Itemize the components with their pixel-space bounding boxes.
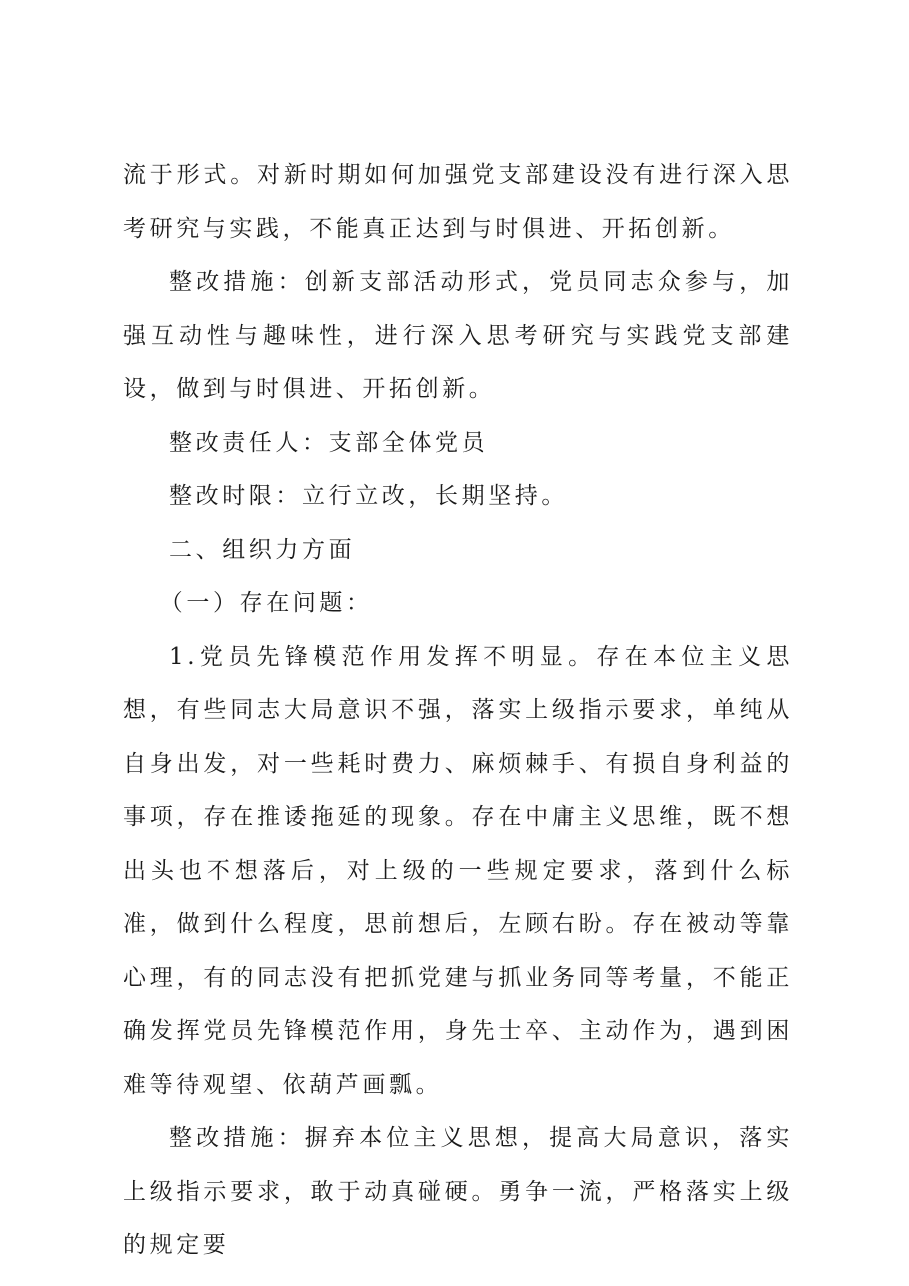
- subsection-heading: （一）存在问题：: [159, 590, 373, 616]
- section-heading: 二、组织力方面: [169, 536, 356, 563]
- paragraph-continuation: 流于形式。对新时期如何加强党支部建设没有进行深入思考研究与实践，不能真正达到与时俱进、开拓创新。: [123, 162, 793, 242]
- document-body: [123, 149, 793, 1273]
- paragraph-time-limit: 整改时限：立行立改，长期坚持。: [169, 483, 568, 509]
- paragraph-issue-1: 1.党员先锋模范作用发挥不明显。存在本位主义思想，有些同志大局意识不强，落实上级指示要求，单纯从自身出发，对一些耗时费力、麻烦棘手、有损自身利益的事项，存在推诿拖延的现象。存在中庸主义思维，既不想出头也不想落后，对上级的一些规定要求，落到什么标准，做到什么程度，思前想后，左顾右盼。存在被动等靠心理，有的同志没有把抓党建与抓业务同等考量，不能正确发挥党员先锋模范作用，身先士卒、主动作为，遇到困难等待观望、依葫芦画瓢。: [123, 643, 793, 1098]
- paragraph-rectification-measures: 整改措施：创新支部活动形式，党员同志众参与，加强互动性与趣味性，进行深入思考研究与实践党支部建设，做到与时俱进、开拓创新。: [123, 269, 793, 402]
- paragraph-rectification-measures-2: 整改措施：摒弃本位主义思想，提高大局意识，落实上级指示要求，敢于动真碰硬。勇争一流，严格落实上级的规定要: [123, 1125, 793, 1258]
- paragraph-responsible-person: 整改责任人：支部全体党员: [169, 429, 489, 456]
